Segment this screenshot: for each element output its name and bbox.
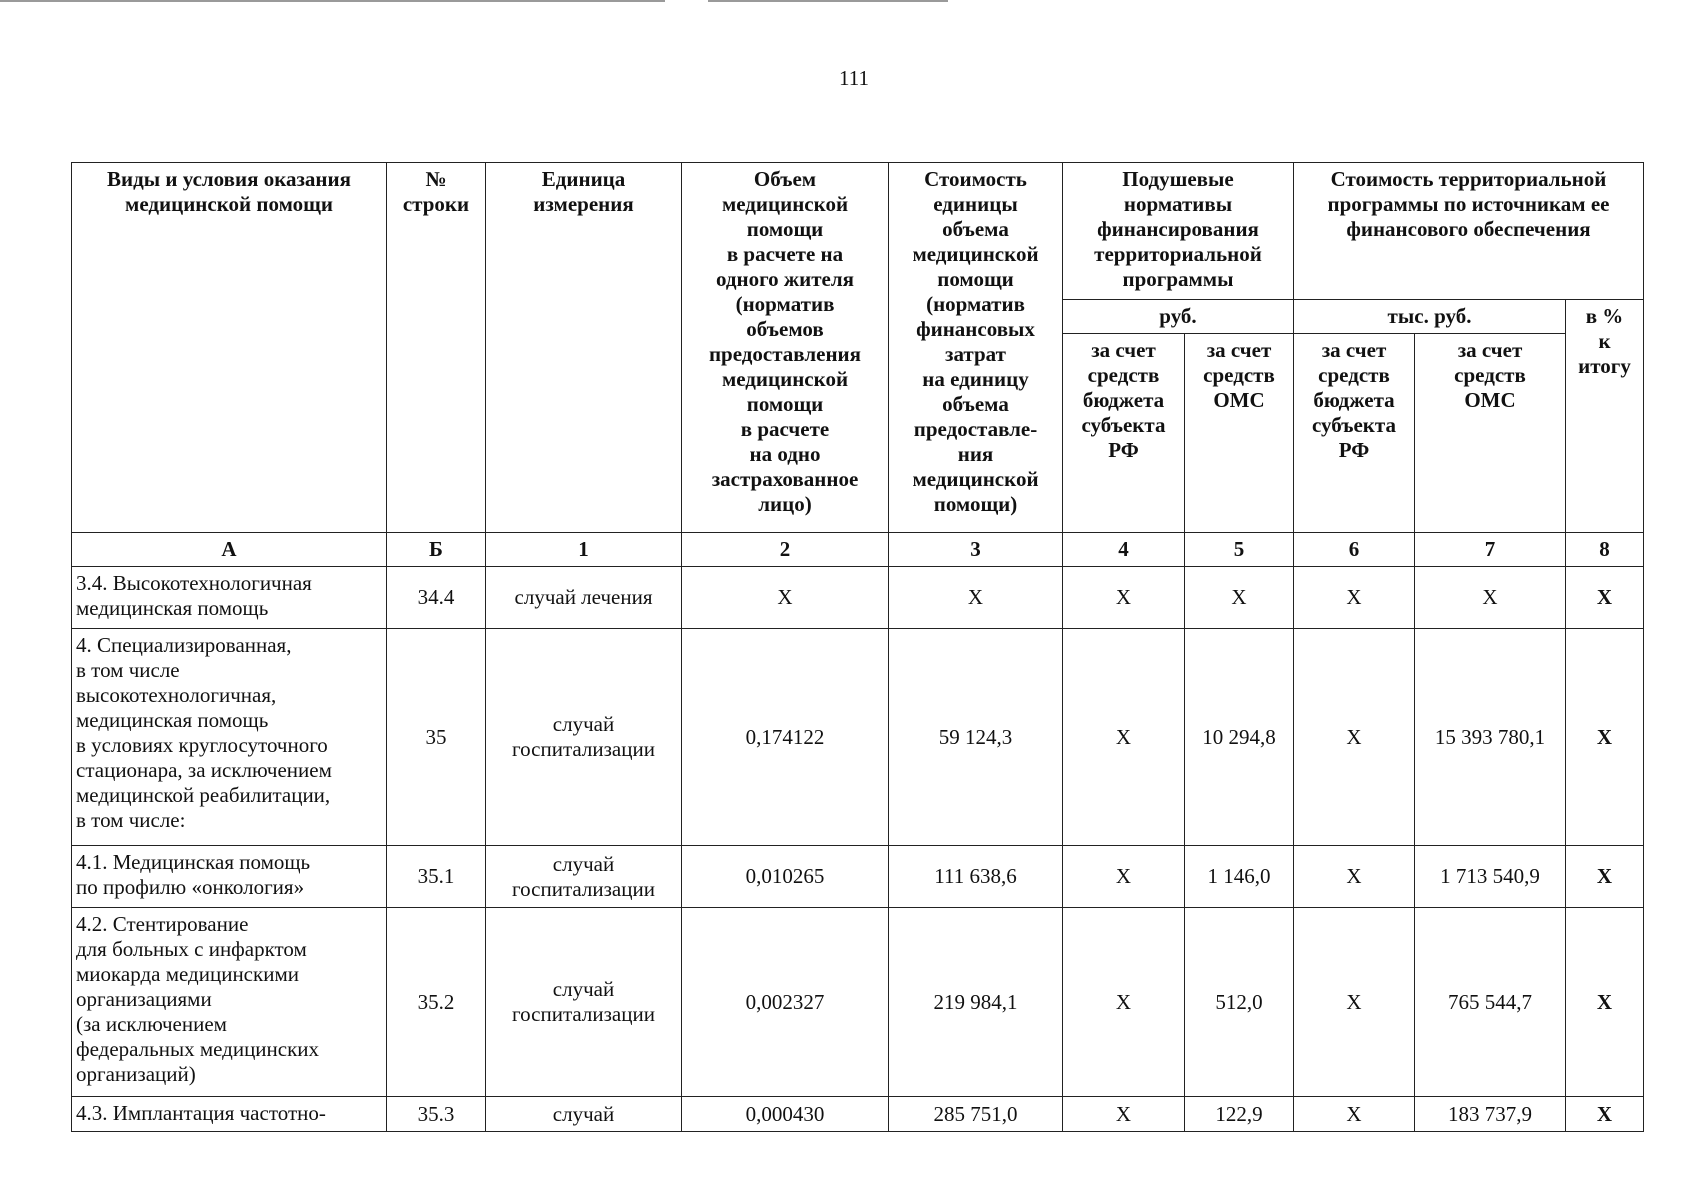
row-percent: Х bbox=[1566, 908, 1644, 1097]
row-line-number: 35.1 bbox=[387, 846, 486, 908]
row-percent: Х bbox=[1566, 629, 1644, 846]
row-name: 4.3. Имплантация частотно- bbox=[72, 1097, 387, 1132]
column-number: 7 bbox=[1415, 533, 1566, 567]
row-line-number: 35 bbox=[387, 629, 486, 846]
row-per-capita-oms: Х bbox=[1185, 567, 1294, 629]
row-line-number: 35.2 bbox=[387, 908, 486, 1097]
row-volume: 0,000430 bbox=[682, 1097, 889, 1132]
row-per-capita-oms: 122,9 bbox=[1185, 1097, 1294, 1132]
table-row bbox=[72, 567, 1644, 629]
page-number: 111 bbox=[839, 66, 869, 90]
row-unit-cost: Х bbox=[889, 567, 1063, 629]
row-program-oms: Х bbox=[1415, 567, 1566, 629]
row-volume: Х bbox=[682, 567, 889, 629]
row-unit: случай госпитализации bbox=[486, 846, 682, 908]
column-number: 8 bbox=[1566, 533, 1644, 567]
row-program-budget: Х bbox=[1294, 629, 1415, 846]
row-per-capita-budget: Х bbox=[1063, 567, 1185, 629]
column-number: 1 bbox=[486, 533, 682, 567]
row-percent: Х bbox=[1566, 567, 1644, 629]
scan-edge-line-right bbox=[708, 0, 948, 2]
table-row bbox=[72, 629, 1644, 846]
row-name: 3.4. Высокотехнологичная медицинская помощь bbox=[72, 567, 387, 629]
column-number: 2 bbox=[682, 533, 889, 567]
row-per-capita-oms: 1 146,0 bbox=[1185, 846, 1294, 908]
row-percent: Х bbox=[1566, 1097, 1644, 1132]
row-name: 4.1. Медицинская помощь по профилю «онкология» bbox=[72, 846, 387, 908]
row-program-oms: 15 393 780,1 bbox=[1415, 629, 1566, 846]
row-unit: случай лечения bbox=[486, 567, 682, 629]
row-unit-cost: 59 124,3 bbox=[889, 629, 1063, 846]
row-per-capita-oms: 512,0 bbox=[1185, 908, 1294, 1097]
row-program-budget: Х bbox=[1294, 908, 1415, 1097]
row-percent: Х bbox=[1566, 846, 1644, 908]
row-unit-cost: 219 984,1 bbox=[889, 908, 1063, 1097]
row-unit: случай bbox=[486, 1097, 682, 1132]
header-thousand-rub: тыс. руб. bbox=[1294, 300, 1566, 334]
row-per-capita-budget: Х bbox=[1063, 1097, 1185, 1132]
row-program-budget: Х bbox=[1294, 567, 1415, 629]
header-per-capita-oms: за счет средств ОМС bbox=[1185, 334, 1294, 533]
financing-table bbox=[71, 162, 1644, 1132]
row-unit: случай госпитализации bbox=[486, 629, 682, 846]
row-volume: 0,002327 bbox=[682, 908, 889, 1097]
column-number: 6 bbox=[1294, 533, 1415, 567]
header-kinds-and-conditions: Виды и условия оказания медицинской помощи bbox=[72, 163, 387, 533]
column-number: А bbox=[72, 533, 387, 567]
header-unit-cost: Стоимость единицы объема медицинской помощи (норматив финансовых затрат на единицу объема предоставле- ния медицинской помощи) bbox=[889, 163, 1063, 533]
header-per-capita-norms: Подушевые нормативы финансирования территориальной программы bbox=[1063, 163, 1294, 300]
row-unit-cost: 285 751,0 bbox=[889, 1097, 1063, 1132]
row-name: 4.2. Стентирование для больных с инфарктом миокарда медицинскими организациями (за исключением федеральных медицинских организаций) bbox=[72, 908, 387, 1097]
header-line-number: № строки bbox=[387, 163, 486, 533]
row-per-capita-budget: Х bbox=[1063, 846, 1185, 908]
column-number: 4 bbox=[1063, 533, 1185, 567]
row-program-oms: 183 737,9 bbox=[1415, 1097, 1566, 1132]
header-program-cost: Стоимость территориальной программы по источникам ее финансового обеспечения bbox=[1294, 163, 1644, 300]
header-unit: Единица измерения bbox=[486, 163, 682, 533]
column-number: 3 bbox=[889, 533, 1063, 567]
table-row bbox=[72, 846, 1644, 908]
column-number: Б bbox=[387, 533, 486, 567]
row-program-oms: 765 544,7 bbox=[1415, 908, 1566, 1097]
header-program-oms: за счет средств ОМС bbox=[1415, 334, 1566, 533]
row-program-oms: 1 713 540,9 bbox=[1415, 846, 1566, 908]
header-rub: руб. bbox=[1063, 300, 1294, 334]
row-program-budget: Х bbox=[1294, 846, 1415, 908]
table-row bbox=[72, 908, 1644, 1097]
row-line-number: 34.4 bbox=[387, 567, 486, 629]
column-number: 5 bbox=[1185, 533, 1294, 567]
row-volume: 0,010265 bbox=[682, 846, 889, 908]
scan-edge-line-left bbox=[0, 0, 665, 2]
row-per-capita-oms: 10 294,8 bbox=[1185, 629, 1294, 846]
row-volume: 0,174122 bbox=[682, 629, 889, 846]
row-line-number: 35.3 bbox=[387, 1097, 486, 1132]
header-percent-of-total: в % к итогу bbox=[1566, 300, 1644, 533]
row-unit-cost: 111 638,6 bbox=[889, 846, 1063, 908]
header-program-budget: за счет средств бюджета субъекта РФ bbox=[1294, 334, 1415, 533]
header-volume: Объем медицинской помощи в расчете на одного жителя (норматив объемов предоставления медицинской помощи в расчете на одно застрахованное лицо) bbox=[682, 163, 889, 533]
table-row bbox=[72, 1097, 1644, 1132]
row-program-budget: Х bbox=[1294, 1097, 1415, 1132]
row-name: 4. Специализированная, в том числе высокотехнологичная, медицинская помощь в условиях круглосуточного стационара, за исключением медицинской реабилитации, в том числе: bbox=[72, 629, 387, 846]
row-per-capita-budget: Х bbox=[1063, 629, 1185, 846]
row-unit: случай госпитализации bbox=[486, 908, 682, 1097]
header-per-capita-budget: за счет средств бюджета субъекта РФ bbox=[1063, 334, 1185, 533]
row-per-capita-budget: Х bbox=[1063, 908, 1185, 1097]
